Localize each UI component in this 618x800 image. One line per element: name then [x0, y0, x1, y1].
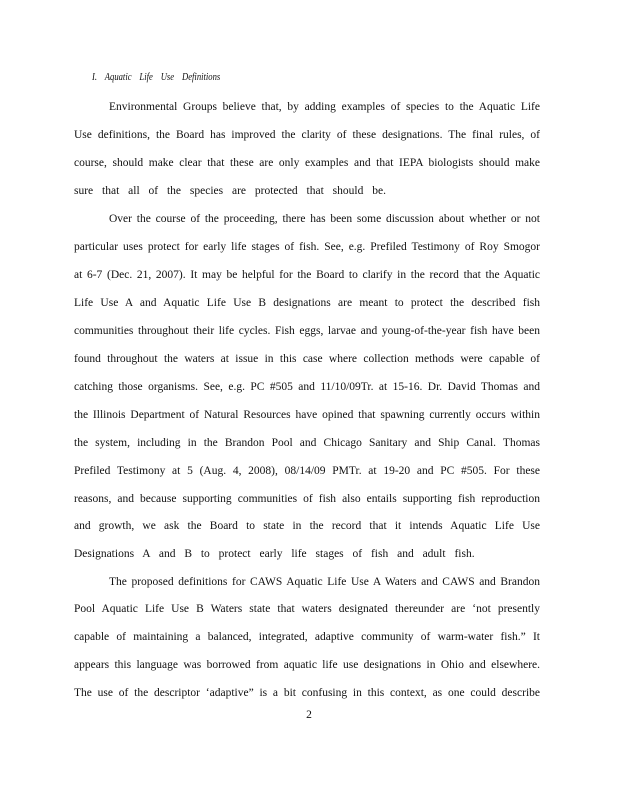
text-line: and growth, we ask the Board to state in the record that it intends Aquatic Life Use	[74, 520, 540, 532]
text-line: The use of the descriptor ‘adaptive” is a bit confusing in this context, as one could describe	[74, 687, 540, 699]
text-line: at 6-7 (Dec. 21, 2007). It may be helpful for the Board to clarify in the record that the Aquatic	[74, 269, 540, 281]
text-line: sure that all of the species are protected that should be.	[74, 185, 386, 197]
text-line: communities throughout their life cycles. Fish eggs, larvae and young-of-the-year fish have been	[74, 325, 540, 337]
text-line: Environmental Groups believe that, by adding examples of species to the Aquatic Life	[109, 101, 540, 113]
text-line: catching those organisms. See, e.g. PC #505 and 11/10/09Tr. at 15-16. Dr. David Thomas and	[74, 381, 540, 393]
text-line: Pool Aquatic Life Use B Waters state that waters designated thereunder are ‘not presently	[74, 603, 540, 615]
text-line: Life Use A and Aquatic Life Use B designations are meant to protect the described fish	[74, 297, 540, 309]
text-line: The proposed definitions for CAWS Aquatic Life Use A Waters and CAWS and Brandon	[109, 576, 540, 588]
text-line: found throughout the waters at issue in this case where collection methods were capable of	[74, 353, 540, 365]
text-line: Designations A and B to protect early life stages of fish and adult fish.	[74, 548, 475, 560]
text-line: Over the course of the proceeding, there has been some discussion about whether or not	[109, 213, 540, 225]
text-line: Use definitions, the Board has improved the clarity of these designations. The final rules, of	[74, 129, 540, 141]
text-line: particular uses protect for early life stages of fish. See, e.g. Prefiled Testimony of Roy Smogor	[74, 241, 540, 253]
page-number: 2	[306, 709, 312, 721]
text-line: capable of maintaining a balanced, integrated, adaptive community of warm-water fish.” It	[74, 631, 540, 643]
text-line: Prefiled Testimony at 5 (Aug. 4, 2008), 08/14/09 PMTr. at 19-20 and PC #505. For these	[74, 465, 540, 477]
section-heading: I. Aquatic Life Use Definitions	[92, 72, 221, 83]
text-line: course, should make clear that these are only examples and that IEPA biologists should make	[74, 157, 540, 169]
text-line: the Illinois Department of Natural Resources have opined that spawning currently occurs within	[74, 409, 540, 421]
text-line: reasons, and because supporting communities of fish also entails supporting fish reproduction	[74, 493, 540, 505]
text-line: appears this language was borrowed from aquatic life use designations in Ohio and elsewhere.	[74, 659, 540, 671]
text-line: the system, including in the Brandon Pool and Chicago Sanitary and Ship Canal. Thomas	[74, 437, 540, 449]
